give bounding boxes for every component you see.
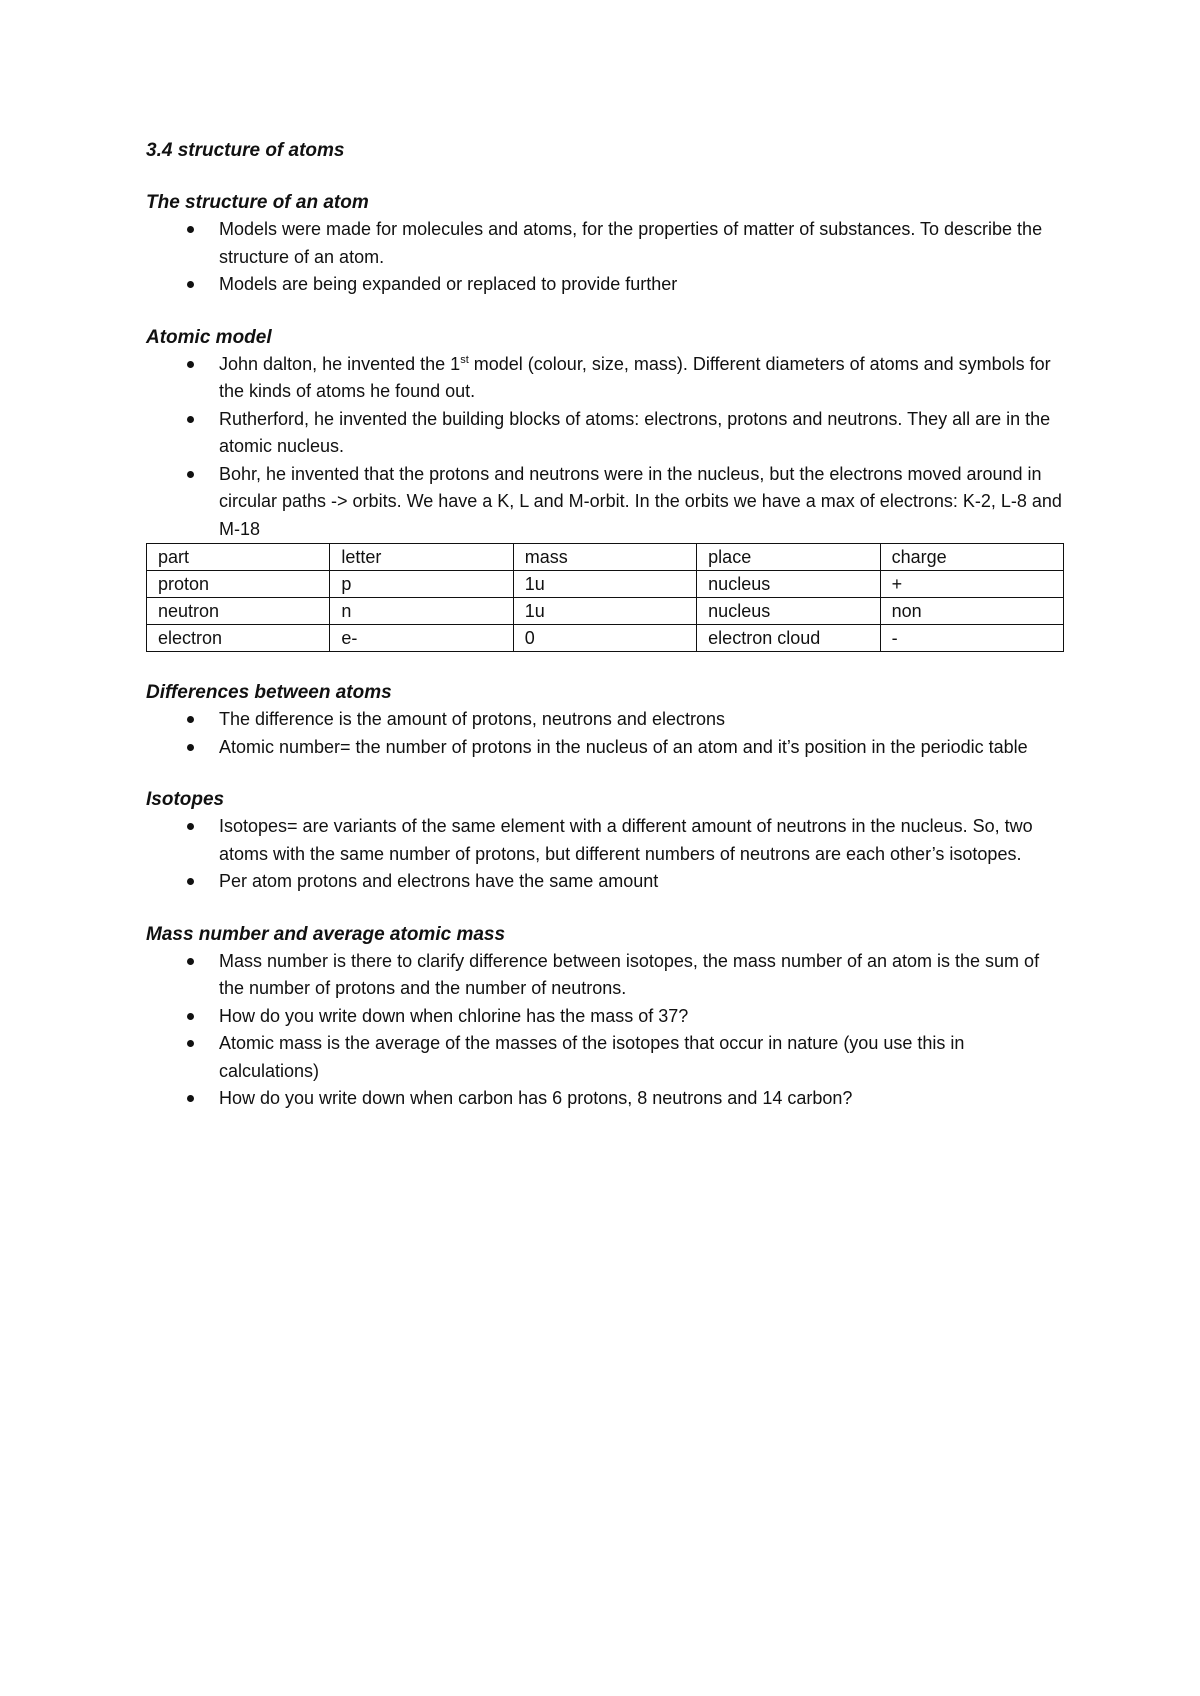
table-header-cell: letter: [330, 544, 513, 571]
list-item: [146, 351, 1066, 406]
particles-table: [146, 543, 1064, 652]
bullet-text: Models were made for molecules and atoms, for the properties of matter of substances. To describe the structure of an atom.: [219, 219, 1043, 267]
list-item: [146, 1030, 1066, 1085]
section-isotopes: [146, 787, 1066, 896]
bullet-text: Bohr, he invented that the protons and neutrons were in the nucleus, but the electrons moved around in circular paths -> orbits. We have a K, L and M-orbit. In the orbits we have a max of electrons: K-2, L-8 and M-18: [219, 463, 1062, 539]
bullet-list: [146, 813, 1066, 896]
table-header-cell: part: [147, 544, 330, 571]
section-structure: [146, 190, 1066, 299]
bullet-list: [146, 216, 1066, 299]
table-cell: 0: [513, 625, 696, 652]
bullet-icon: [187, 361, 194, 368]
table-cell: non: [880, 598, 1063, 625]
table-cell: 1u: [513, 571, 696, 598]
table-header-cell: mass: [513, 544, 696, 571]
bullet-icon: [187, 958, 194, 965]
spacer: [146, 652, 1066, 680]
bullet-text: How do you write down when carbon has 6 protons, 8 neutrons and 14 carbon?: [219, 1088, 853, 1108]
bullet-icon: [187, 1040, 194, 1047]
bullet-icon: [187, 281, 194, 288]
bullet-text: Atomic number= the number of protons in the nucleus of an atom and it’s position in the periodic table: [219, 736, 1028, 757]
bullet-text: John dalton, he invented the 1: [219, 353, 461, 374]
table-header-row: [147, 544, 1064, 571]
bullet-text: Per atom protons and electrons have the same amount: [219, 871, 659, 891]
bullet-icon: [187, 226, 194, 233]
bullet-text: Models are being expanded or replaced to provide further: [219, 274, 678, 294]
list-item: [146, 1085, 1066, 1113]
table-cell: nucleus: [697, 598, 880, 625]
table-cell: proton: [147, 571, 330, 598]
table-cell: 1u: [513, 598, 696, 625]
section-atomic-model: [146, 325, 1066, 681]
document-title: 3.4 structure of atoms: [146, 140, 345, 161]
table-row: [147, 571, 1064, 598]
bullet-icon: [187, 744, 194, 751]
bullet-icon: [187, 878, 194, 885]
section-differences: [146, 680, 1066, 761]
list-item: [146, 406, 1066, 461]
bullet-text: The difference is the amount of protons, neutrons and electrons: [219, 709, 725, 729]
bullet-text: model (colour, size, mass). Different diameters of atoms and symbols for the kinds of atoms he found out.: [219, 353, 1051, 401]
bullet-text: Mass number is there to clarify difference between isotopes, the mass number of an atom is the sum of the number of protons and the number of neutrons.: [219, 950, 1040, 998]
document-page: [146, 138, 1066, 1139]
table-row: [147, 598, 1064, 625]
section-mass-number: [146, 922, 1066, 1113]
superscript-text: st: [460, 353, 469, 366]
list-item: [146, 216, 1066, 271]
bullet-icon: [187, 1095, 194, 1102]
list-item: [146, 1003, 1066, 1031]
section-heading: Isotopes: [146, 789, 225, 810]
bullet-icon: [187, 416, 194, 423]
bullet-icon: [187, 823, 194, 830]
table-cell: n: [330, 598, 513, 625]
table-cell: p: [330, 571, 513, 598]
table-cell: electron: [147, 625, 330, 652]
bullet-list: [146, 948, 1066, 1113]
list-item: [146, 734, 1066, 762]
bullet-icon: [187, 471, 194, 478]
table-header-cell: place: [697, 544, 880, 571]
section-heading: Mass number and average atomic mass: [146, 923, 506, 945]
table-cell: +: [880, 571, 1063, 598]
table-header-cell: charge: [880, 544, 1063, 571]
list-item: [146, 868, 1066, 896]
table-cell: electron cloud: [697, 625, 880, 652]
table-cell: e-: [330, 625, 513, 652]
list-item: [146, 813, 1066, 868]
list-item: [146, 706, 1066, 734]
table-cell: neutron: [147, 598, 330, 625]
table-cell: nucleus: [697, 571, 880, 598]
bullet-icon: [187, 716, 194, 723]
bullet-list: [146, 706, 1066, 761]
bullet-icon: [187, 1013, 194, 1020]
table-cell: -: [880, 625, 1063, 652]
section-heading: Differences between atoms: [146, 682, 392, 703]
bullet-text: How do you write down when chlorine has the mass of 37?: [219, 1005, 689, 1026]
bullet-text: Rutherford, he invented the building blocks of atoms: electrons, protons and neutrons. They all are in the atomic nucleus.: [219, 408, 1051, 456]
bullet-text: Isotopes= are variants of the same element with a different amount of neutrons in the nucleus. So, two atoms with the same number of protons, but different numbers of neutrons are each other’s isotopes.: [219, 816, 1033, 864]
section-heading: Atomic model: [146, 326, 272, 348]
list-item: [146, 271, 1066, 299]
bullet-text: Atomic mass is the average of the masses of the isotopes that occur in nature (you use this in calculations): [219, 1033, 965, 1081]
list-item: [146, 948, 1066, 1003]
list-item: [146, 461, 1066, 544]
section-heading: The structure of an atom: [146, 192, 369, 213]
table-row: [147, 625, 1064, 652]
bullet-list: [146, 351, 1066, 544]
